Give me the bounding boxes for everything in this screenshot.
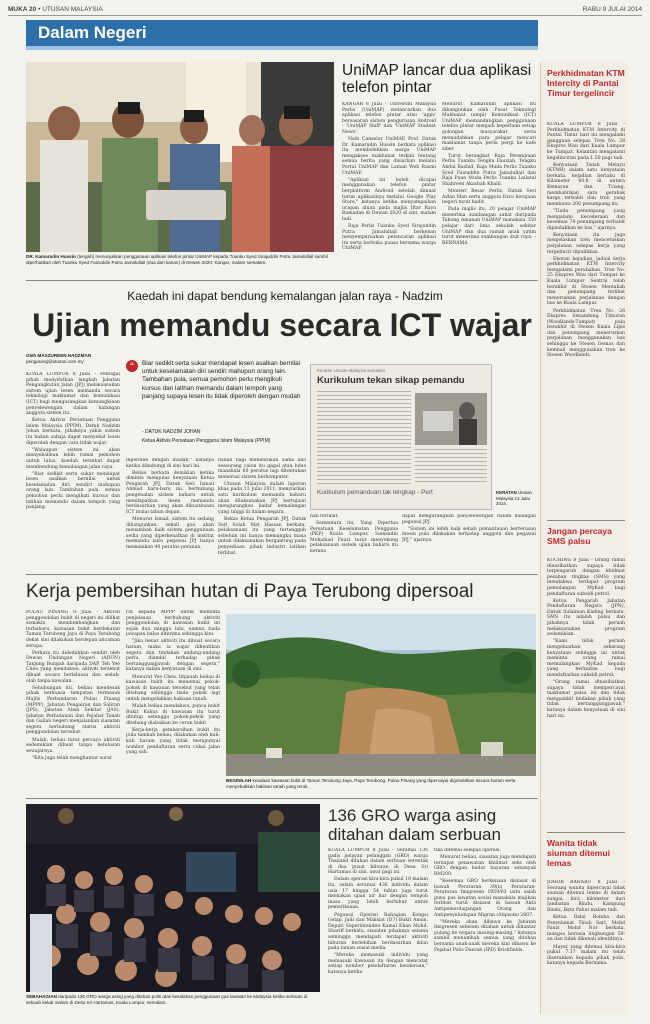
- terubong-c1-p1: PULAU PINANG 8 Julai - Aktiviti penggondolan bukit di negeri ini dilihat semakin membimbangkan dan terbaharu, kawasan bukit berdekatan Taman Terubong Jaya di Paya Terubong dekat sini dilakukan berdepan ancaman serupa.: [26, 610, 120, 649]
- ict-c4-p1: han terlibat.: [310, 514, 339, 519]
- divider-1: [26, 280, 538, 281]
- ict-kicker: Kaedah ini dapat bendung kemalangan jalan raya - Nadzim: [127, 289, 443, 303]
- quote-mark-icon: “: [126, 360, 138, 372]
- terubong-photo-illustration: [226, 614, 536, 776]
- running-header: MUKA 20 • UTUSAN MALAYSIA RABU 9 JULAI 2014: [8, 4, 642, 16]
- ktm-p3: "Tiada penumpang yang mengalami kecederaan dan kesemua 74 penumpang terbabit dipindahkan ke bas," ujarnya.: [547, 208, 625, 231]
- ktm-p6: Perkhidmatan Tren No. 26 Ekspres Senandung Timuran (Woodlands-Tumpat) pula berakhir di Stesen Kuala Lipis dan penumpang meneruskan perjalanan menggunakan bas sehingga ke Stesen Gemas dan kembali menggunakan tren ke Stesen Woodlands.: [547, 308, 625, 359]
- terubong-c2-p5: Kerja-kerja pembersihan bukit itu pula tambah beliau, dilakukan oleh kuli-kuli haram yang tidak mempunyai nombor pendaftaran serta cukai jalan yang sah.: [126, 727, 220, 756]
- ktm-p2: Kenyataan Tanah Melayu (KTMB) dalam satu kenyataan berkata, kejadian berlaku di Kilometer 60.6 di antara Kemayan dan Triang, membabitkan satu gerabak kargo terbabit dan tren yang membawa 200 penumpang itu.: [547, 162, 625, 207]
- section-banner: Dalam Negeri: [26, 20, 538, 46]
- ict-c3-p2: Utusan Malaysia dalam laporan khas pada 13 Julai 2011, menyiarkan satu kurikulum memandu baharu akan dilaksanakan JPJ bertujuan mengurangkan kadar kemalangan yang tinggi di dalam negara.: [218, 481, 306, 515]
- sidebar-divider-2: [547, 832, 625, 833]
- clip-label: Keratan Utusan Malaysia semalam: [317, 368, 386, 373]
- paper-name: UTUSAN MALAYSIA: [42, 6, 103, 13]
- gro-caption-text: daripada 136 GRO warga asing yang ditahan polis atas kesalahan penggunaan pas lawatan ke Malaysia ketika serbuan di sebuah kelab malam di Desa Sri Hartamas, Kuala Lumpur, semalam.: [26, 994, 308, 1005]
- gro-c1-p3: Pegawai Operasi Bahagian Kongsi Gelap, Judi dan Maksiat (D7) Bukit Aman, Deputi Superintenden Kamal Khan Mohd. Shariff berkata, siasatan pihaknya selama seminggu mendapati terdapat aktiviti hiburan berlebihan berdasarkan iklan pada laman sosial media.: [328, 912, 428, 952]
- terubong-c1-p5: "Kita juga telah menghantar surat: [32, 755, 112, 761]
- sidebar-headline-wanita: Wanita tidak siuman ditemui lemas: [547, 838, 611, 868]
- unimap-caption-bold: DR. Kamarudin Hussin: [26, 254, 76, 259]
- unimap-photo-caption: [26, 254, 334, 265]
- sidebar-divider-1: [547, 520, 625, 521]
- clip-text-block: [317, 391, 411, 485]
- section-banner-underline: [26, 46, 538, 50]
- ktm-p4: Kenyataan itu juga menjelaskan tren mencetuskan perjalanan selepas kerja yang tergelincir dipulihkan.: [547, 232, 625, 255]
- unimap-caption-text: (tengah) menunjukkan penggunaan aplikasi telefon pintar UniMAP kepada Tuanku Syed Sirajuddin Putra Jamalullail sambil diperhatikan oleh Tuanku Syed Faizuddin Putra Jamalullail (dua dari kanan) di Dewan 2020, Kangar, malam semalam.: [26, 254, 328, 265]
- clip-caption-bold: KERATAN: [496, 490, 517, 495]
- gro-c1-p2: Dalam operasi kira-kira pukul 10 malam itu, selain seramai 436 individu dalam usia 17 hingga 54 tahun juga turut memakan ujian air liur dengan tempoh masa yang lebih berhibur untuk pemeriksaan.: [328, 877, 428, 911]
- sms-p4: "Orang ramai dinasihatkan supaya tidak mempercayai maklumat palsu ini dan tidak mengambil tindakan pihak yang tidak bertanggungjawab," katanya dalam kenyataan di sini hari ini.: [547, 679, 625, 719]
- unimap-photo: [26, 62, 334, 252]
- sidebar-headline-sms: Jangan percaya SMS palsu: [547, 526, 612, 546]
- ict-quote-author: - DATUK NADZIM JOHAN: [142, 429, 201, 435]
- gro-photo-illustration: [26, 804, 320, 992]
- ict-c2-p2: Beliau berkata demikian ketika diminta mengulas kenyataan Ketua Pengarah JPJ, Datuk Seri Ismail Ahmad baru-baru ini, berhubung pengenalan sistem baharu untuk mendapatkan lesen memandu berdasarkan yang akan dikuatkuasa ICT mulai tahun depan.: [126, 470, 214, 515]
- ict-c1-p2: Ketua Aktivis Persatuan Pengguna Islam Malaysia (PPIM), Datuk Nadzim Johan berkata, pihaknya yakin sistem itu bukan sahaja dapat menyekat lesen diperoleh dengan cara tidak wajar.: [26, 418, 120, 446]
- ict-byline-email: pengarang@utusan.com.my: [26, 358, 84, 364]
- page-number: MUKA 20: [8, 6, 37, 13]
- gro-column-1: [328, 848, 428, 1016]
- issue-date: RABU 9 JULAI 2014: [582, 6, 642, 13]
- wanita-p2: Ketua Balai Bomba dan Penyelamat Tinah Sari, Mohd Fauzi Mohd Nor berkata, mangsa berusia lingkungan 50-an dan tidak dikenali identitinya.: [547, 915, 625, 943]
- terubong-c1-p3: Sehubungan itu, beliau mendesak pihak berkuasa tempatan termasuk Majlis Perbandaran Pulau Pinang (MPPP), Jabatan Pengairan dan Saliran (JPS), Jabatan Alam Sekitar (JAS), Jabatan Perhutanan dan Pejabat Tanah dan Galian negeri menjalankan siasatan segera berhubung status aktiviti penggondolan tersebut.: [26, 685, 120, 736]
- unimap-c2-p3: Menteri Besar Perlis, Datuk Seri Azlan Man serta anggota Exco kerajaan negeri turut hadir.: [442, 188, 536, 206]
- ict-pull-quote: [126, 360, 302, 456]
- gro-c1-p4: "Mereka memasuki individu yang memasuki kawasan itu dengan mencatat setiap nombor pendaftaran kenderaan," katanya ketika: [328, 953, 428, 975]
- ict-c1-p4: "Biar sedikit serta sukar mendapat lesen asalkan bernilai untuk keselamatan diri sendiri mahupun orang lain. Tambahan pula, semua pemohon perlu mengikuti kursus dan latihan memandu dalam tempoh yang panjang.: [26, 471, 120, 511]
- sms-p1: KUCHING 8 Julai - Orang ramai dinasihatkan supaya tidak terpengaruh dengan khidmat pesanan ringkas (SMS) yang mendakwa terdapat program pemulangan MyKad bagi pendaftaran subsidi petrol.: [547, 558, 625, 597]
- gro-c2-p4: "Mereka akan dibawa ke Jabatan Imigresen sebelum ditahan untuk dihantar pulang ke negara masing-masing," katanya sambil menambah semua yang ditahan bersama anak-anak mereka kini dibawa ke Pejabat Polis Daerah (IPD) Brickfields.: [434, 919, 536, 953]
- clip-caption: [496, 490, 536, 507]
- ict-c1-p3: "Walaupun sistem ini akan menyebabkan lebih ramai pemohon untuk lulus, kaedah tersebut dapat membendung kemalangan jalan raya.: [26, 447, 120, 470]
- terubong-headline: Kerja pembersihan hutan di Paya Terubong dipersoal: [26, 581, 474, 602]
- divider-2: [26, 574, 538, 575]
- sidebar-text-sms: [547, 558, 625, 824]
- ict-byline-name: Oleh MASZUREEN HADZMAN: [26, 353, 92, 358]
- clip-photo: [415, 393, 487, 445]
- terubong-c2-p4: Malah beliau mendakwa, punca bukit Bukit Kukus di kawasan itu turut ditutup sehingga pokok-pokok yang ditebang diabaikan ke cerun bukit.: [126, 704, 220, 726]
- ict-c5-p2: "Sistem ini lebih baik sebab pemantauan berterusan mesin pula dilakukan terhadap anggota dan pegawai JPJ," ujarnya.: [402, 526, 536, 543]
- gro-photo: [26, 804, 320, 992]
- unimap-c2-p1: Menurut Kamarudin aplikasi itu dibangunkan oleh Pusat Teknologi Maklumat (ampi) Komunikasi (ICT) UniMAP memandangkan penggunaan telefon pintar menjadi keperluan setiap golongan masyarakat serta memudahkan para pelajar mencari maklumat tanpa perlu pergi ke kafe siber.: [442, 102, 536, 152]
- unimap-c1-p2: Naib Canselor UniMAP, Prof. Datuk Dr. Kamarudin Hussin berkata aplikasi itu membolehkan warga UniMAP mengakses maklumat terkini tentang semua berita yang disiarkan melalui Portal UniMAP dan Laman Web Rasmi UniMAP.: [342, 137, 436, 176]
- unimap-c1-p1: KANGAR 8 Julai - Universiti Malaysia Perlis (UniMAP) melancarkan dua aplikasi telefon pintar atau 'apps' bersasaran sistem pengurusan Android - 'UniMAP Staff' dan 'UniMAP Student News'.: [342, 102, 436, 135]
- gro-c2-p1: tika ditemui selepas operasi.: [434, 848, 501, 853]
- clip-text-block-2: [415, 449, 487, 485]
- unimap-c2-p2: Turut berangkat Raja Perempuan Perlis Tuanku Tengku Fauziah, Tengku Abdul Rashid, Raja Muda Perlis Tuanku Syed Faizuddin Putra Jamalullail dan Raja Puan Muda Perlis Tuanku Lailatul Shahreen Akashah Khalil.: [442, 153, 536, 187]
- ict-column-2: [126, 458, 214, 632]
- terubong-c1-p4: Malah, beliau turut percaya aktiviti sedemikian dibuat tanpa kelulusan sewajarnya.: [26, 737, 120, 754]
- terubong-c2-p2: "Jika benar aktiviti itu dibuat secara haram, maka ia wajar dihentikan segera dan tindakan undang-undang perlu diambil terhadap pihak bertanggungjawab dengan segera," katanya dalam kenyataan di sini.: [126, 639, 220, 673]
- terubong-column-1: [26, 610, 120, 794]
- terubong-photo-caption: [226, 778, 536, 789]
- divider-3: [26, 798, 538, 799]
- ktm-p5: Ekoran kejadian, jadual kerja perkhidmatan KTM Intercity mengalami perubahan. Tren No. 25 Ekspres Wau dari Tumpat ke Kuala Lumpur Sentral telah berakhir di Stesen Mentakab dan penumpang terlibat meneruskan perjalanan dengan bas ke Kuala Lumpur.: [547, 256, 625, 307]
- unimap-column-1: [342, 102, 436, 274]
- unimap-c1-p4: Raja Perlis Tuanku Syed Sirajuddin Putra Jamalullail berkenan menyempurnakan pelancaran aplikasi itu serta berbuka puasa bersama warga UniMAP.: [342, 223, 436, 252]
- clip-title: Kurikulum tekan sikap pemandu: [317, 375, 465, 386]
- sms-p2: Ketua Pengarah Jabatan Pendaftaran Negara (JPN), Datuk Sulaiman Kading berkata, SMS itu adalah palsu dan pihaknya tidak pernah melaksanakan program sedemikian.: [547, 598, 625, 638]
- terubong-c2-p3: Menurut Yee Cheu, tinjauan beliau di kawasan bukit itu menemui pokok-pokok di kawasan tersebut yang telah ditebang sehingga tiada pokok lagi untuk mengelakkan hakisan tanah.: [126, 674, 220, 702]
- sidebar-headline-ktm: Perkhidmatan KTM Intercity di Pantai Timur tergelincir: [547, 68, 625, 98]
- clip-sub: Kurikulum pemanduan tak lengkap - Pert: [317, 489, 433, 496]
- terubong-c2-p1: rat kepada MPPP untuk meminta penjelasan berhubung aktiviti penggondolan di kawasan bukit ini sejak dua minggu lalu, namun tiada jawapan balas diterima sehingga kini.: [126, 610, 220, 638]
- ict-c2-p3: Menurut Ismail, sistem itu sedang dibangunkan, sekali gus akan menambah baik sistem penggunaan sedia yang diperkenalkan di institut memandu iaitu pegawai JPJ hanya memainkan 40 peratus peranan.: [126, 516, 214, 550]
- terubong-c1-p2: Perkara itu didedahkan sendiri oleh Dewan Undangan Negeri (ADUN) Tanjung Bungah daripada DAP, Teh Yee Cheu yang mendakwa, aktiviti tersebut dibuat secara berleluasa dan sedah-olah tanpa kawalan.: [26, 650, 120, 684]
- unimap-c1-p3: "Aplikasi ini boleh dicapai menggunakan telefon pintar berplatform Android setelah dimuat turun aplikasinya melalui Google Play Store," katanya ketika menyampaikan ucapan aluan pada majlis Iftar Raya Ramadan di Dewan 2020 di sini, malam tadi.: [342, 177, 436, 222]
- ict-c4-p2: Sementara itu, Yang Dipertua Persatuan Keselamatan Pengguna (PKP) Kuala Lumpur, Samsudin Mohamad Fauzi turut menyokong pelaksanaan sistem ujian baharu itu kerana: [310, 521, 398, 555]
- ict-c5-p1: dapat mengurangkan penyelewengan dalam kalangan pegawai JPJ.: [402, 514, 536, 525]
- unimap-headline: UniMAP lancar dua aplikasi telefon pintar: [342, 62, 532, 96]
- gro-column-2: [434, 848, 536, 1016]
- ict-quote-text: Biar sedikit serta sukar mendapat lesen asalkan bernilai untuk keselamatan diri sendiri mahupun orang lain. Tambahan pula, semua pemohon perlu mengikuti kursus dan latihan memandu dalam tempoh yang panjang supaya lesen itu tidak diperoleh dengan mudah: [142, 360, 301, 400]
- terubong-caption-bold: BEGINILAH: [226, 778, 252, 783]
- unimap-column-2: [442, 102, 536, 274]
- sms-p3: "Kami tidak pernah mengeluarkan sebarang kenyataan sehingga ini untuk meminta orang ramai memulangkan MyKad kepada yang berkaitan bagi mendaftarkan subsidi petrol.: [547, 639, 625, 678]
- wanita-p1: JOHOR BAHARU 8 Julai - Seorang wanita dipercayai tidak siuman ditemui lemas di dalam sungai, kira kilometer dari Jambatan Bindu, Kampung Bindu, Batu Pahat malam tadi.: [547, 880, 625, 913]
- gro-c2-p3: "Kesemua GRO berkenaan disiasat di bawah Peraturan 39(b) Peraturan-Peraturan Imigresen 1959/63 iaitu salah guna pas lawatan sosial manakala majikan terlibat turut disiasat di bawah Akta Antipemerdagangan Orang dan Antipenyeludupan Migran (Atipsom) 2007.: [434, 878, 536, 918]
- ict-byline: [26, 353, 120, 364]
- sidebar-text-ktm: [547, 122, 625, 544]
- ict-c3-p3: Bekas Ketua Pengarah JPJ, Datuk Seri Solah Mat Hassan berkata, pelaksanaan itu yang tertangguh sebelum ini hanya memangku masa untuk dilaksanakan bergantung pada penyediaan pihak industri latihan terlibat.: [218, 516, 306, 556]
- terubong-column-2: [126, 610, 220, 794]
- ict-column-3: [218, 458, 306, 632]
- ict-clipping: [310, 364, 492, 510]
- unimap-photo-illustration: [26, 62, 334, 252]
- ict-headline: Ujian memandu secara ICT wajar: [32, 307, 532, 343]
- sidebar-text-wanita: [547, 880, 625, 1010]
- terubong-photo: [226, 614, 536, 776]
- gro-headline: 136 GRO warga asing ditahan dalam serbuan: [328, 806, 501, 844]
- gro-photo-caption: [26, 994, 320, 1005]
- gro-caption-bold: SEBAHAGIAN: [26, 994, 57, 999]
- gro-c1-p1: KUALA LUMPUR 8 Julai - Seramai 136 gadis pelayan pelanggan (GRO) warga Thailand ditahan dalam serbuan serentak di dua pusat hiburan di Desa Sri Hartamas di sini, awal pagi ini.: [328, 848, 428, 876]
- ict-quote-role: Ketua Aktivis Persatuan Pengguna Islam Malaysia (PPIM): [142, 438, 271, 444]
- wanita-p3: Mayat yang ditemui kira-kira pukul 7.17 malam itu telah diserahkan kepada pihak polis, katanya kepada Bernama.: [547, 944, 625, 967]
- unimap-c2-p4: Pada majlis itu, 20 pelajar UniMAP menerima sumbangan zakat daripada Tabung Amanah UniMAP manakala 350 pelajar dari lima sekolah sekitar UniMAP dan dua rumah anak yatim turut menerima sumbangan duit raya. - BERNAMA: [442, 207, 536, 246]
- ict-c1-p1: KUALA LUMPUR 8 Julai - Pelbagai pihak menyifatkan langkah Jabatan Pengangkutan Jalan (JPJ) melaksanakan sistem ujian lesen memandu secara teknologi maklumat dan komunikasi (ICT) bagi mengurangkan kemungkinan penyelewengan dalam kalangan anggota sistem itu.: [26, 372, 120, 417]
- ktm-p1: KUALA LUMPUR 8 Julai - Perkhidmatan KTM Intercity di Pantai Timur hari ini mengalami gangguan selepas Tren No. 28 Ekspres Wau dari Kuala Lumpur ke Tumpat, Kelantan mengalami kegelinciran pada 1.50 pagi tadi.: [547, 122, 625, 161]
- ict-c3-p1: nanan bagi menentukan sama ada seseorang calon itu gagal atau lulus manakala 60 peratus lagi ditentukan menerusi sistem berkomputer.: [218, 458, 306, 480]
- terubong-caption-text: keadaan kawasan bukit di Taman Terubong Jaya, Paya Terubong, Pulau Pinang yang dipercayai digondolkan secara haram serta menyebabkan hakisan tanah yang teruk.: [226, 778, 516, 789]
- gro-c2-p2: Menurut beliau, siasatan juga mendapati terdapat penawaran khidmat seks oleh GRO dengan kadar bayaran sebanyak RM200.: [434, 855, 536, 877]
- ict-c2-p1: diperoleh dengan mudah," katanya ketika dihubungi di sini hari ini.: [126, 458, 214, 469]
- news-sidebar: [540, 62, 628, 1014]
- clip-caption-text: Utusan Malaysia 13 Julai 2014.: [496, 490, 532, 507]
